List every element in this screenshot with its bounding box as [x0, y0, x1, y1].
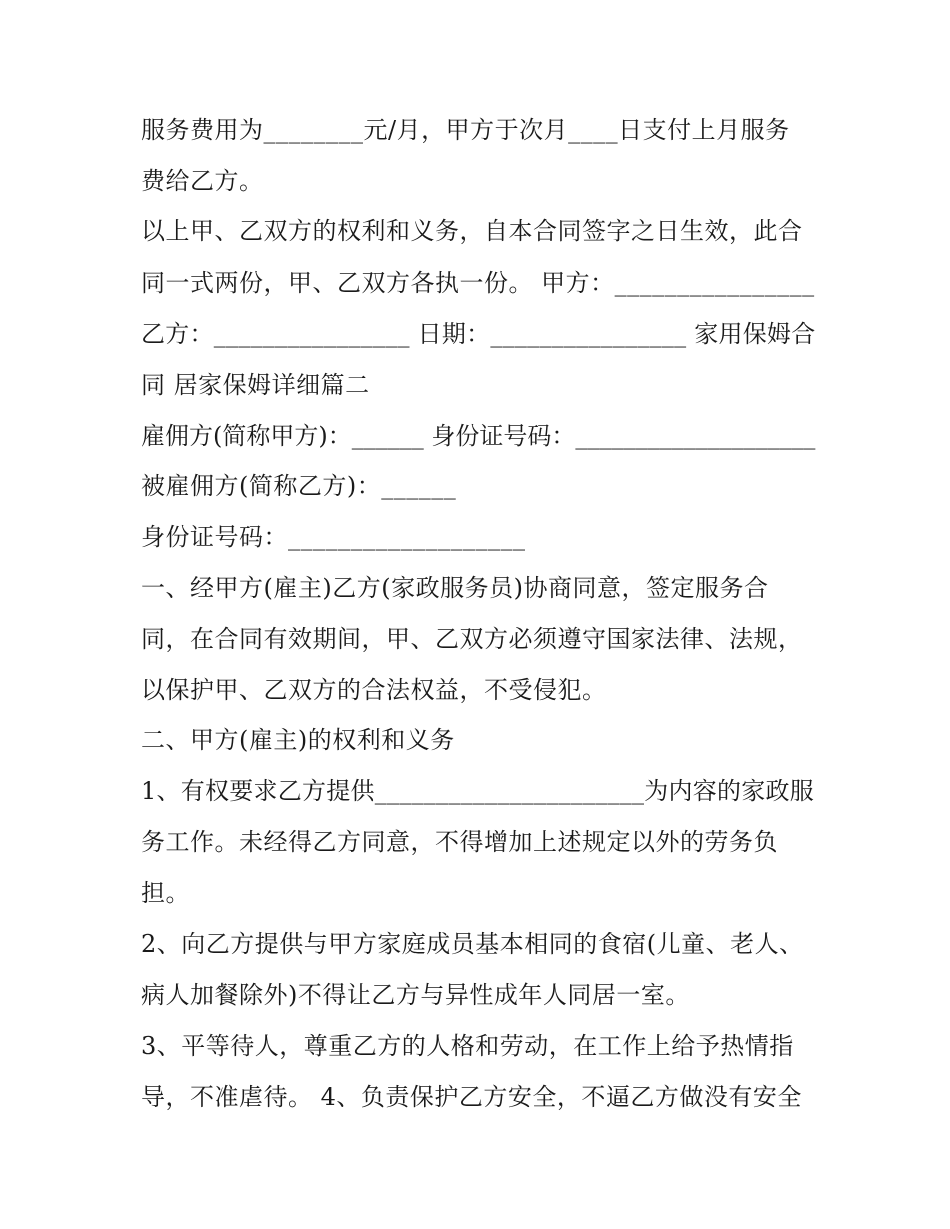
- text-line: 2、向乙方提供与甲方家庭成员基本相同的食宿(儿童、老人、: [141, 930, 804, 958]
- text-line: 导，不准虐待。 4、负责保护乙方安全，不逼乙方做没有安全: [141, 1083, 802, 1111]
- text-line: 服务费用为________元/月，甲方于次月____日支付上月服务: [141, 116, 790, 144]
- text-line: 乙方：________________ 日期：________________ 家用保姆合: [141, 320, 816, 348]
- text-line: 担。: [141, 879, 190, 907]
- text-line: 一、经甲方(雇主)乙方(家政服务员)协商同意，签定服务合: [141, 574, 769, 602]
- text-line: 1、有权要求乙方提供______________________为内容的家政服: [141, 777, 815, 805]
- text-line: 费给乙方。: [141, 167, 264, 195]
- text-line: 被雇佣方(简称乙方)：______: [141, 472, 457, 500]
- text-line: 务工作。未经得乙方同意，不得增加上述规定以外的劳务负: [141, 828, 778, 856]
- text-line: 同，在合同有效期间，甲、乙双方必须遵守国家法律、法规，: [141, 625, 803, 653]
- text-line: 二、甲方(雇主)的权利和义务: [141, 726, 455, 754]
- text-line: 3、平等待人，尊重乙方的人格和劳动，在工作上给予热情指: [141, 1032, 794, 1060]
- text-line: 身份证号码：___________________: [141, 523, 526, 551]
- text-line: 同一式两份，甲、乙双方各执一份。 甲方：________________: [141, 269, 815, 297]
- text-line: 同 居家保姆详细篇二: [141, 371, 370, 399]
- text-line: 以保护甲、乙双方的合法权益，不受侵犯。: [141, 676, 607, 704]
- text-line: 以上甲、乙双方的权利和义务，自本合同签字之日生效，此合: [141, 217, 803, 245]
- text-line: 病人加餐除外)不得让乙方与异性成年人同居一室。: [141, 981, 690, 1009]
- text-line: 雇佣方(简称甲方)：______ 身份证号码：____________________: [141, 422, 816, 450]
